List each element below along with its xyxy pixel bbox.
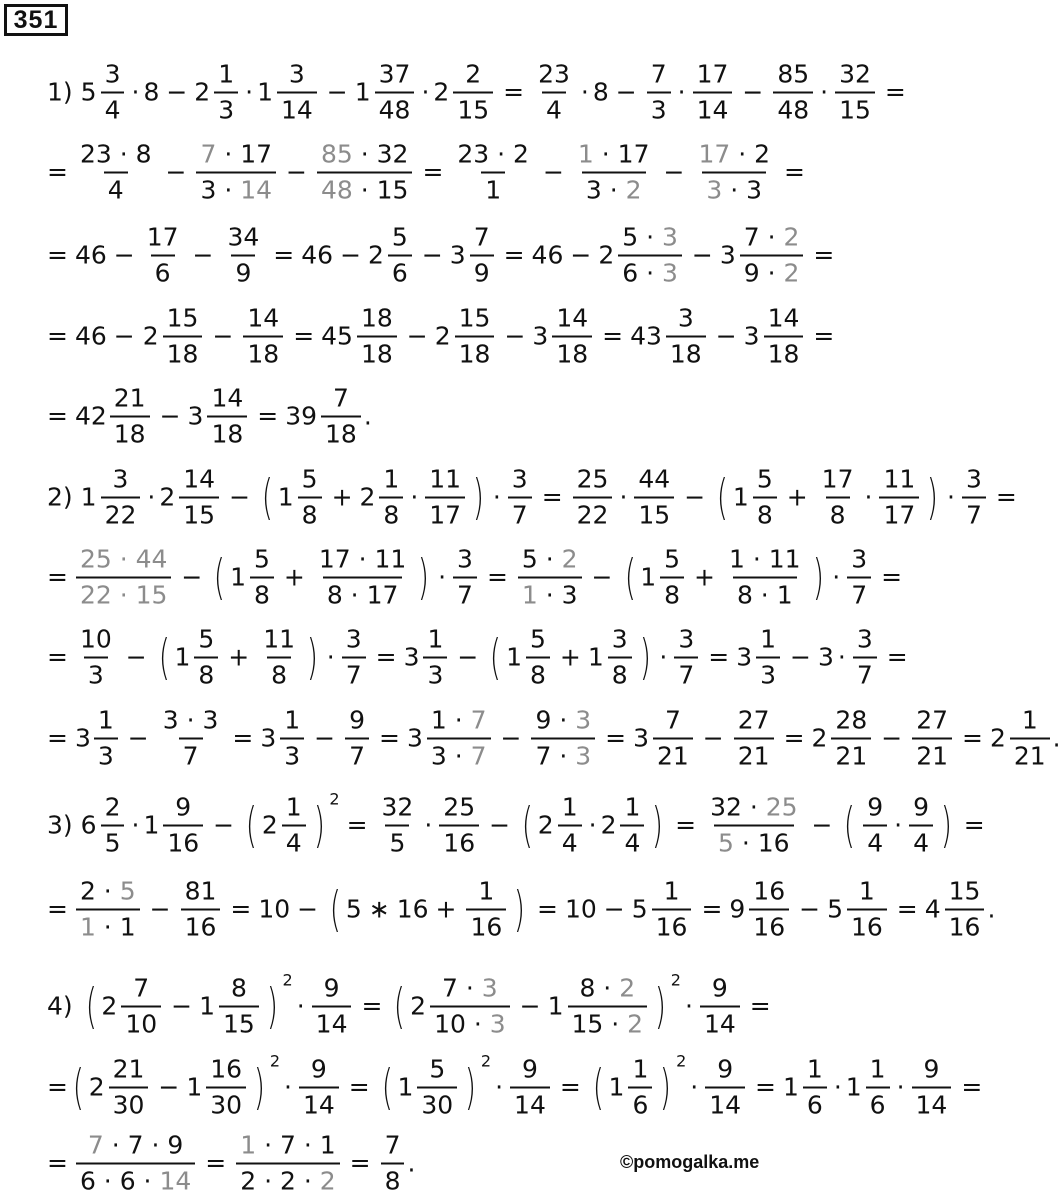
problem-number: 351 [13, 5, 59, 34]
solution-line: = 46 − 2 15 18 − $\frac{14}{18}$ = 45 18 18 − 2 15 18 − 3 $\frac{14}{18}$ = 43 3 18 − 3 $\frac{14}{18}$ = [47, 303, 835, 368]
solution-line: = $\frac{7 \cdot 7 \cdot 9}{6 \cdot 6 \cdot 14}$ = $\frac{1 \cdot 7 \cdot 1}{2 \cdot 2 \cdot 2}$ = $\frac{7}{8}$ . [47, 1130, 416, 1195]
solution-line: = ( 2 21 30 − 1 16 30 ) 2 · $\frac{9}{14}$ = ( 1 5 30 ) 2 · $\frac{9}{14}$ = ( 1 1 6 ) 2 · $\frac{9}{14}$ = 1 1 6 · 1 1 6 · $\frac{9}{14}$ = [47, 1051, 983, 1119]
solution-line: 2) 1 3 22 · 2 14 15 − ( 1 5 8 + 2 1 8 · 11 17 ) · $\frac{3}{7}$ = $\frac{25}{22}$ · 44 15 − ( 1 5 8 + $\frac{17}{8}$ · 11 17 ) · $\frac{3}{7}$ = [47, 464, 1017, 529]
solution-line: = 3 1 3 − $\frac{3 \cdot 3}{7}$ = 3 1 3 − $\frac{9}{7}$ = 3 1 · 7 3 · 7 − $\frac{9 \cdot 3}{7 \cdot 3}$ = 3 7 21 − $\frac{27}{21}$ = 2 28 21 − $\frac{27}{21}$ = 2 1 21 . [47, 705, 1061, 770]
problem-number-badge [4, 4, 68, 36]
solution-line: 4) ( 2 7 10 − 1 8 15 ) 2 · $\frac{9}{14}$ = ( 2 7 · 3 10 · 3 − 1 8 · 2 15 · 2 ) 2 · $\frac{9}{14}$ = [47, 970, 771, 1038]
solution-line: = 23 · 8 4 − $\frac{7 \cdot 17}{3 \cdot 14}$ − $\frac{85 \cdot 32}{48 \cdot 15}$ = $\frac{23 \cdot 2}{1}$ − $\frac{1 \cdot 17}{3 \cdot 2}$ − $\frac{17 \cdot 2}{3 \cdot 3}$ = [47, 139, 805, 204]
solution-line: = 42 21 18 − 3 $\frac{14}{18}$ = 39 7 18 . [47, 383, 372, 448]
solution-line: 1) 5 3 4 · 8 − 2 1 3 · 1 3 14 − 1 37 48 · 2 $\frac{2}{15}$ = $\frac{23}{4}$ · 8 − $\frac{7}{3}$ · 17 14 − $\frac{85}{48}$ · $\frac{32}{15}$ = [47, 59, 906, 124]
solution-line: = 46 − 17 6 − $\frac{34}{9}$ = 46 − 2 5 6 − 3 $\frac{7}{9}$ = 46 − 2 5 · 3 6 · 3 − 3 $\frac{7 \cdot 2}{9 \cdot 2}$ = [47, 222, 835, 287]
solution-line: = 10 3 − ( 1 5 8 + $\frac{11}{8}$ ) · $\frac{3}{7}$ = 3 1 3 − ( 1 5 8 + 1 3 8 ) · $\frac{3}{7}$ = 3 1 3 − 3 · $\frac{3}{7}$ = [47, 624, 908, 689]
solution-line: = 2 · 5 1 · 1 − $\frac{81}{16}$ = 10 − ( 5 ∗ 16 + $\frac{1}{16}$ ) = 10 − 5 $\frac{1}{16}$ = 9 16 16 − 5 $\frac{1}{16}$ = 4 15 16 . [47, 876, 996, 941]
solution-line: 3) 6 2 5 · 1 9 16 − ( 2 1 4 ) 2 = $\frac{32}{5}$ · 25 16 − ( 2 1 4 · 2 1 4 ) = $\frac{32 \cdot 25}{5 \cdot 16}$ − ( 9 4 · 9 4 ) = [47, 789, 985, 857]
watermark: ©pomogalka.me [620, 1152, 760, 1172]
solution-line: = 25 · 44 22 · 15 − ( 1 5 8 + $\frac{17 \cdot 11}{8 \cdot 17}$ ) · $\frac{3}{7}$ = $\frac{5 \cdot 2}{1 \cdot 3}$ − ( 1 5 8 + $\frac{1 \cdot 11}{8 \cdot 1}$ ) · $\frac{3}{7}$ = [47, 544, 903, 609]
